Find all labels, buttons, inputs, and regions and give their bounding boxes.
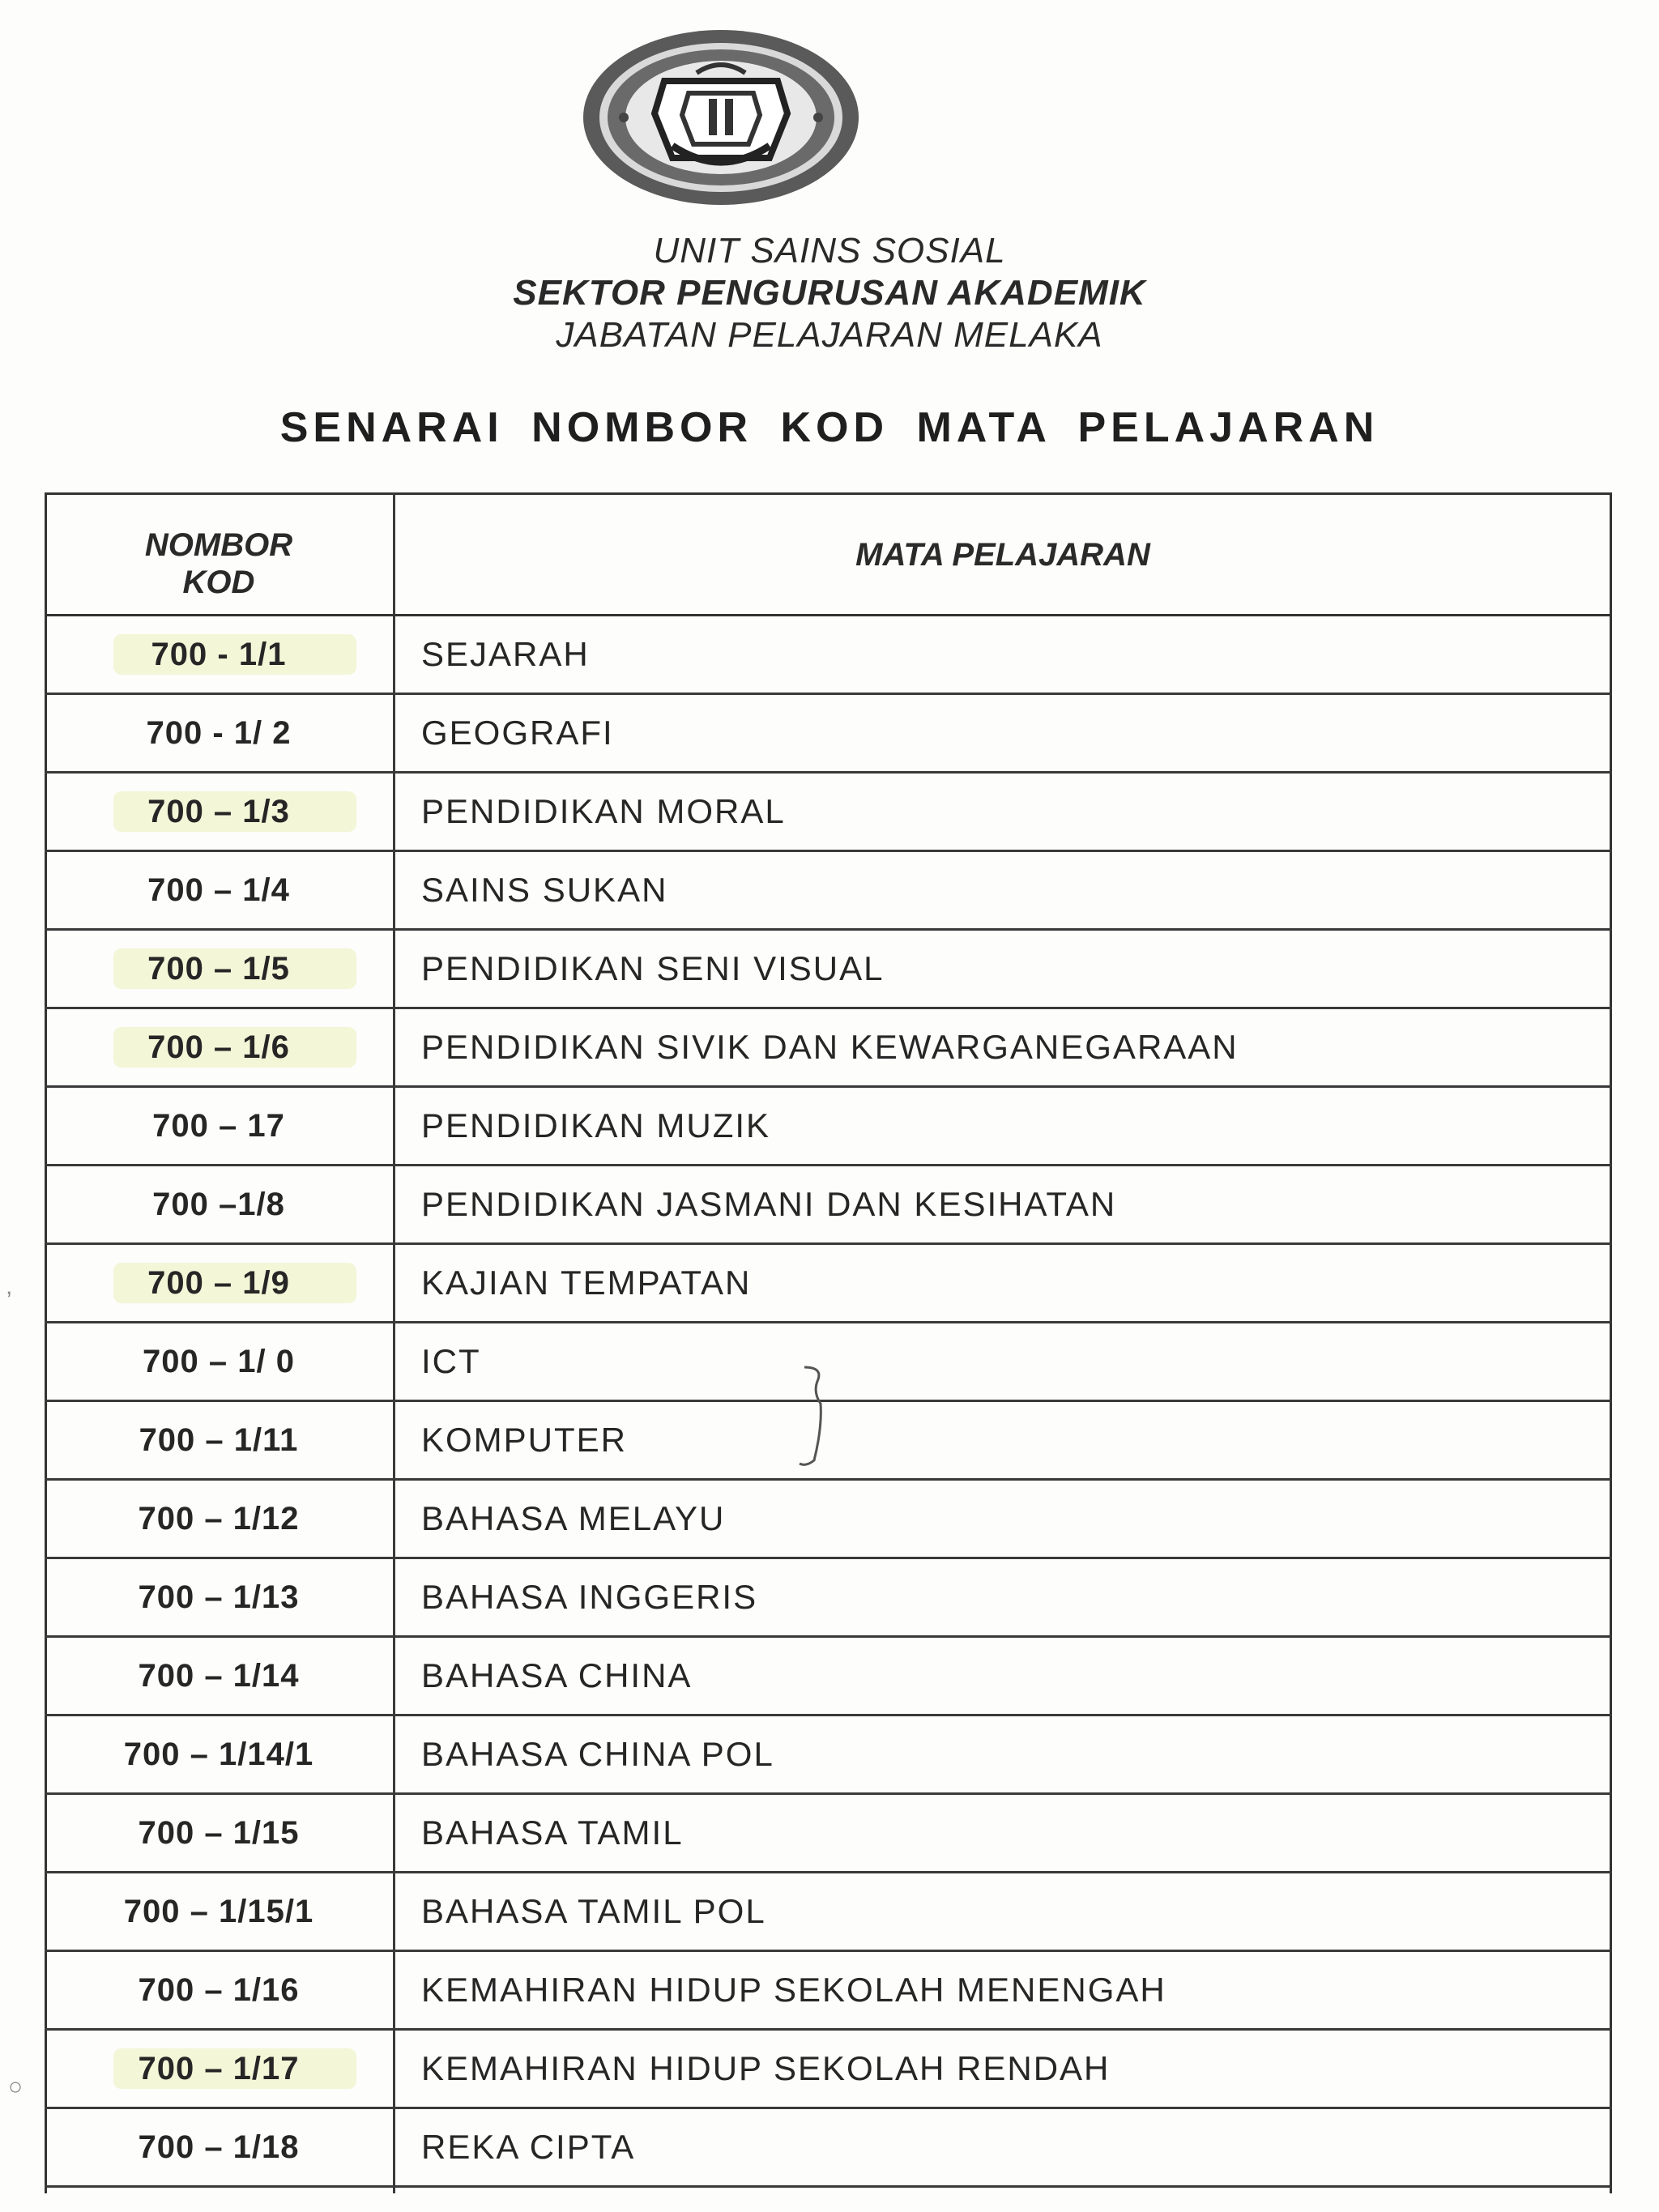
subject-name-cell: KOMPUTER	[421, 1421, 628, 1459]
subject-code-cell: 700 – 1/18	[138, 2129, 300, 2165]
subject-name-cell: BAHASA TAMIL	[421, 1813, 684, 1852]
subject-name-cell: PENDIDIKAN MUZIK	[421, 1106, 771, 1144]
subject-name-cell: REKA CIPTA	[421, 2128, 636, 2166]
subject-code-cell: 700 – 1/12	[138, 1501, 300, 1536]
table-row	[45, 931, 1612, 1009]
table-row	[45, 1481, 1612, 1559]
table-row	[45, 1009, 1612, 1088]
subject-code-table	[45, 492, 1612, 2193]
handwritten-bracket-mark	[798, 1363, 830, 1468]
subject-name-cell: BAHASA TAMIL POL	[421, 1892, 766, 1930]
table-row	[45, 1795, 1612, 1873]
subject-name-cell: SEJARAH	[421, 635, 590, 673]
subject-code-cell: 700 – 1/ 0	[143, 1344, 295, 1379]
subject-code-cell: 700 – 1/6	[147, 1029, 290, 1065]
subject-name-cell: PENDIDIKAN SENI VISUAL	[421, 949, 885, 987]
subject-code-cell: 700 – 1/9	[147, 1265, 290, 1301]
table-row	[45, 1245, 1612, 1323]
scan-speck: ʼ	[6, 1288, 12, 1315]
table-row	[45, 1952, 1612, 2031]
subject-name-cell: BAHASA MELAYU	[421, 1499, 726, 1537]
subject-name-cell: PENDIDIKAN SIVIK DAN KEWARGANEGARAAN	[421, 1028, 1239, 1066]
table-row	[45, 1166, 1612, 1245]
table-row	[45, 774, 1612, 852]
table-row	[45, 1638, 1612, 1716]
table-row	[45, 2031, 1612, 2109]
subject-code-cell: 700 – 17	[152, 1108, 285, 1144]
subject-name-cell: PENDIDIKAN MORAL	[421, 792, 786, 830]
subject-name-cell: ICT	[421, 1342, 481, 1380]
subject-name-cell: PENDIDIKAN JASMANI DAN KESIHATAN	[421, 1185, 1117, 1223]
subject-code-cell: 700 - 1/1	[151, 637, 287, 672]
subject-code-cell: 700 - 1/ 2	[146, 715, 292, 751]
subject-name-cell: KEMAHIRAN HIDUP SEKOLAH MENENGAH	[421, 1971, 1166, 2009]
scan-speck: ○	[8, 2073, 23, 2100]
subject-code-cell: 700 – 1/14	[138, 1658, 300, 1694]
subject-code-cell: 700 –1/8	[152, 1187, 285, 1222]
sector-name: SEKTOR PENGURUSAN AKADEMIK	[513, 273, 1146, 313]
header-code-line1: NOMBOR	[144, 527, 293, 563]
table-row	[45, 1716, 1612, 1795]
subject-code-cell: 700 – 1/13	[138, 1579, 300, 1615]
subject-code-cell: 700 – 1/4	[147, 872, 290, 908]
table-header-row	[45, 492, 1612, 616]
subject-code-cell: 700 – 1/15/1	[123, 1894, 314, 1929]
table-row	[45, 1088, 1612, 1166]
header-code-column	[45, 526, 393, 601]
table-row	[45, 695, 1612, 774]
subject-name-cell: BAHASA CHINA	[421, 1656, 693, 1694]
header-code-line2: KOD	[182, 565, 255, 600]
table-row	[45, 1873, 1612, 1952]
state-emblem-seal	[575, 24, 867, 211]
subject-name-cell: SAINS SUKAN	[421, 871, 668, 909]
department-name: JABATAN PELAJARAN MELAKA	[556, 315, 1103, 355]
subject-name-cell: KEMAHIRAN HIDUP SEKOLAH RENDAH	[421, 2049, 1111, 2087]
subject-code-cell: 700 – 1/14/1	[123, 1737, 314, 1772]
subject-code-cell: 700 – 1/3	[147, 794, 290, 829]
subject-name-cell: KAJIAN TEMPATAN	[421, 1264, 752, 1302]
subject-name-cell: BAHASA INGGERIS	[421, 1578, 758, 1616]
subject-name-cell: GEOGRAFI	[421, 714, 614, 752]
subject-name-cell: BAHASA CHINA POL	[421, 1735, 774, 1773]
subject-code-cell: 700 – 1/17	[138, 2051, 300, 2086]
unit-name: UNIT SAINS SOSIAL	[653, 231, 1006, 271]
subject-code-cell: 700 – 1/5	[147, 951, 290, 987]
subject-code-cell: 700 – 1/16	[138, 1972, 300, 2008]
header-subject-column: MATA PELAJARAN	[855, 537, 1150, 573]
subject-code-cell: 700 – 1/15	[138, 1815, 300, 1851]
table-row	[45, 1559, 1612, 1638]
table-row	[45, 616, 1612, 695]
document-title: SENARAI NOMBOR KOD MATA PELAJARAN	[279, 404, 1380, 451]
subject-code-cell: 700 – 1/11	[139, 1422, 299, 1458]
table-row	[45, 852, 1612, 931]
table-row	[45, 2109, 1612, 2188]
